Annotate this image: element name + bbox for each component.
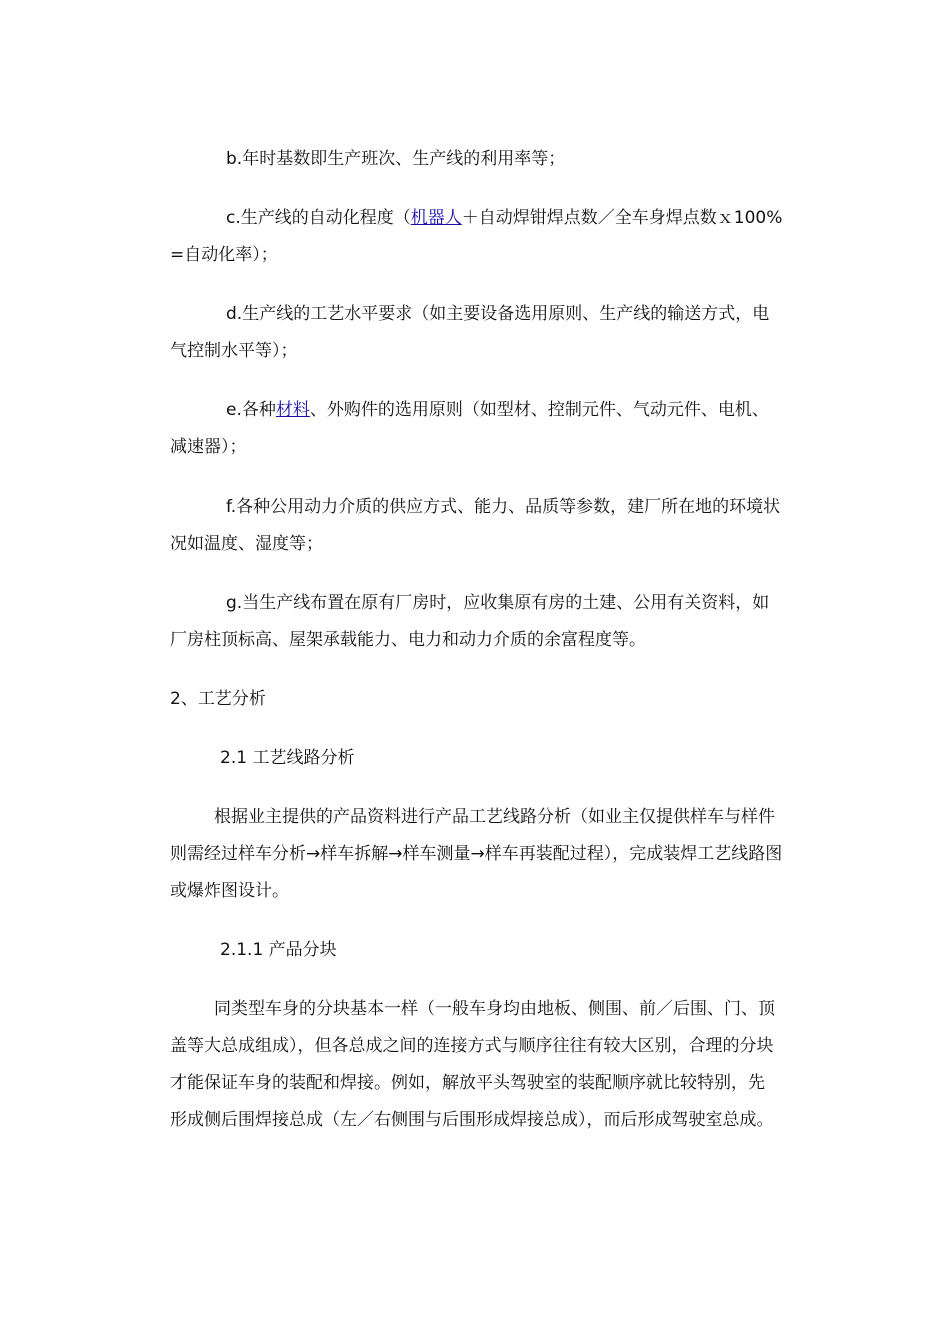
section-heading-2-text: 2、工艺分析 bbox=[170, 689, 266, 709]
materials-link[interactable]: 材料 bbox=[275, 400, 310, 420]
paragraph-d-text: d.生产线的工艺水平要求（如主要设备选用原则、生产线的输送方式，电气控制水平等）； bbox=[170, 304, 770, 361]
paragraph-2-1-text: 根据业主提供的产品资料进行产品工艺线路分析（如业主仅提供样车与样件则需经过样车分析→样车拆解→样车测量→样车再装配过程），完成装焊工艺线路图或爆炸图设计。 bbox=[170, 807, 783, 901]
paragraph-c-text-start: c.生产线的自动化程度（ bbox=[226, 208, 411, 228]
paragraph-c-text-end: ＋自动焊钳焊点数／全车身焊点数ｘ100%=自动化率）； bbox=[170, 208, 783, 265]
paragraph-g-text: g.当生产线布置在原有厂房时，应收集原有房的土建、公用有关资料，如厂房柱顶标高、屋架承载能力、电力和动力介质的余富程度等。 bbox=[170, 593, 770, 650]
section-heading-2-1 bbox=[220, 740, 835, 777]
section-heading-2 bbox=[170, 681, 785, 718]
paragraph-d bbox=[170, 296, 785, 370]
paragraph-f-text: f.各种公用动力介质的供应方式、能力、品质等参数，建厂所在地的环境状况如温度、湿度等； bbox=[170, 497, 781, 554]
section-heading-2-1-1 bbox=[220, 932, 835, 969]
paragraph-e-text-end: 、外购件的选用原则（如型材、控制元件、气动元件、电机、减速器）； bbox=[170, 400, 769, 457]
robot-link[interactable]: 机器人 bbox=[410, 208, 462, 228]
paragraph-2-1 bbox=[170, 799, 790, 910]
paragraph-e bbox=[170, 392, 785, 466]
paragraph-b bbox=[170, 141, 785, 178]
paragraph-b-text: b.年时基数即生产班次、生产线的利用率等； bbox=[226, 149, 566, 169]
section-heading-2-1-text: 2.1 工艺线路分析 bbox=[220, 748, 355, 768]
paragraph-2-1-1-text: 同类型车身的分块基本一样（一般车身均由地板、侧围、前／后围、门、顶盖等大总成组成），但各总成之间的连接方式与顺序往往有较大区别，合理的分块才能保证车身的装配和焊接。例如，解放平头驾驶室的装配顺序就比较特别，先形成侧后围焊接总成（左／右侧围与后围形成焊接总成），而后形成驾驶室总成。 bbox=[170, 999, 775, 1130]
section-heading-2-1-1-text: 2.1.1 产品分块 bbox=[220, 940, 337, 960]
paragraph-e-text-start: e.各种 bbox=[226, 400, 276, 420]
paragraph-g bbox=[170, 585, 785, 659]
paragraph-c bbox=[170, 200, 785, 274]
paragraph-f bbox=[170, 489, 785, 563]
paragraph-2-1-1 bbox=[170, 991, 775, 1139]
